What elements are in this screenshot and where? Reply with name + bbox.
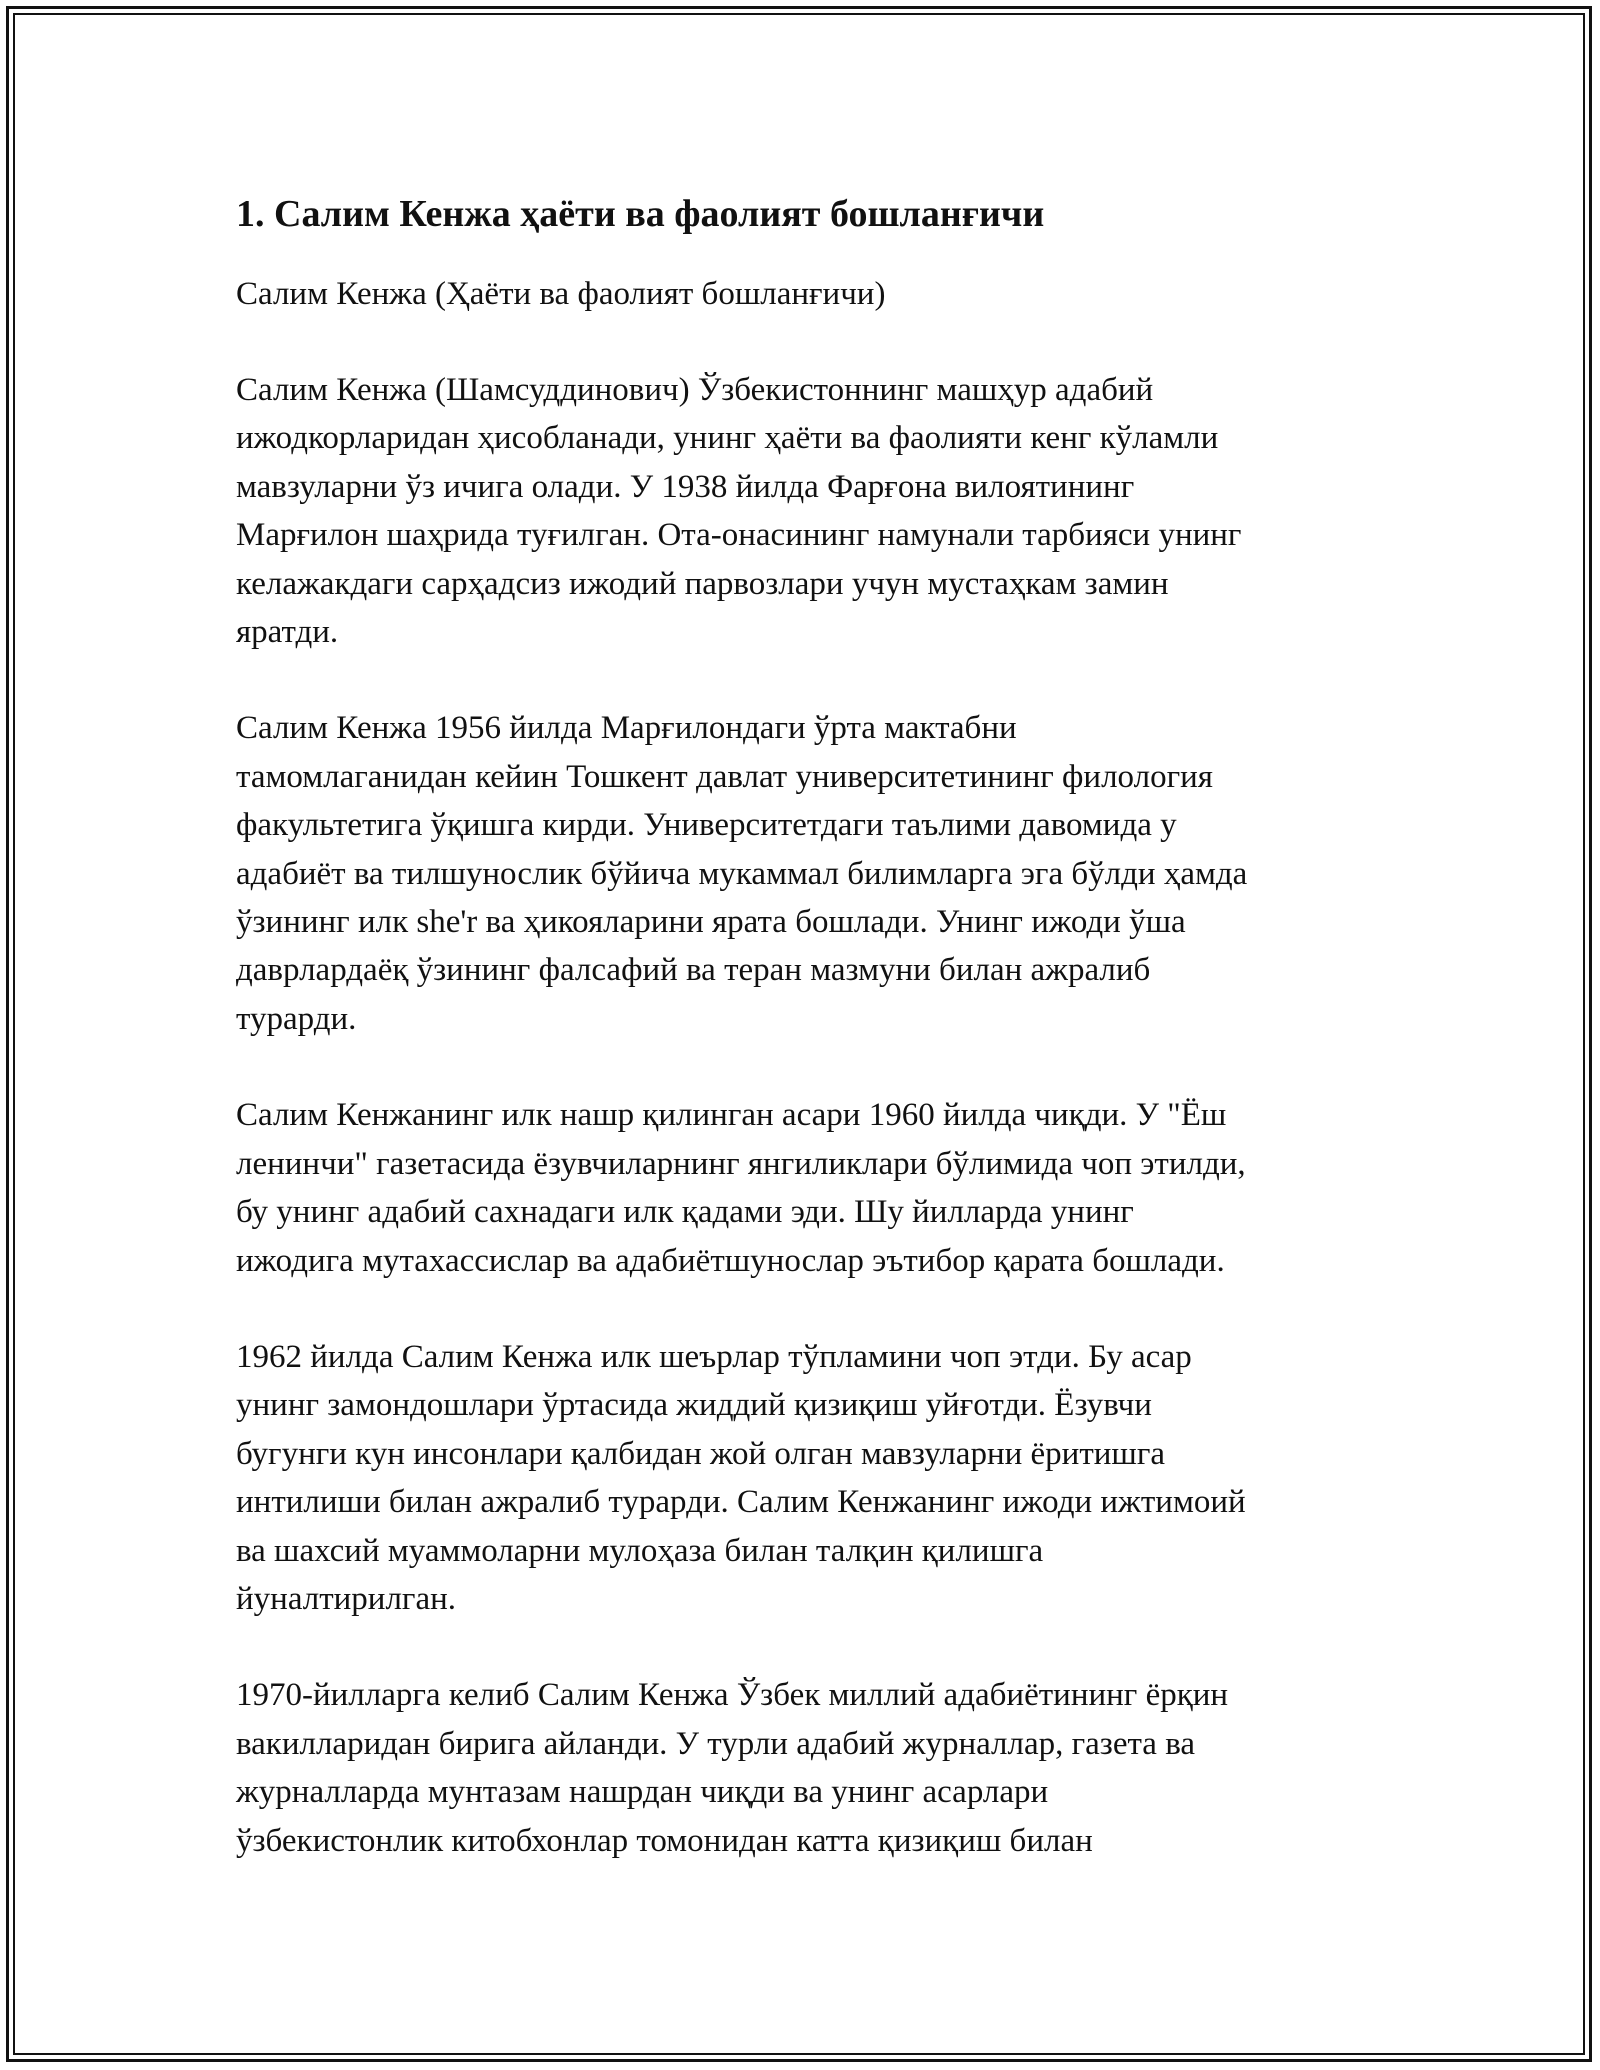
paragraph-line: ижодига мутахассислар ва адабиётшунослар эътибор қарата бошлади. xyxy=(236,1242,1225,1279)
paragraph-line: тамомлаганидан кейин Тошкент давлат университетининг филология xyxy=(236,758,1213,795)
document-body xyxy=(236,186,1386,1913)
document-subtitle: Салим Кенжа (Ҳаёти ва фаолият бошланғичи) xyxy=(236,276,886,312)
paragraph-line: йуналтирилган. xyxy=(236,1580,457,1617)
paragraph-line: интилиши билан ажралиб турарди. Салим Кенжанинг ижоди ижтимоий xyxy=(236,1484,1246,1521)
paragraph-5 xyxy=(236,1671,1386,1865)
section-heading: 1. Салим Кенжа ҳаёти ва фаолият бошланғичи xyxy=(236,193,1045,235)
paragraph-line: журналларда мунтазам нашрдан чиқди ва унинг асарлари xyxy=(236,1774,1049,1811)
paragraph-3 xyxy=(236,1091,1386,1285)
paragraph-line: Салим Кенжа 1956 йилда Марғилондаги ўрта мактабни xyxy=(236,710,1017,747)
paragraph-line: унинг замондошлари ўртасида жиддий қизиқиш уйғотди. Ёзувчи xyxy=(236,1387,1152,1424)
paragraph-line: бугунги кун инсонлари қалбидан жой олган мавзуларни ёритишга xyxy=(236,1435,1165,1472)
paragraph-line: Салим Кенжанинг илк нашр қилинган асари 1960 йилда чиқди. У "Ёш xyxy=(236,1097,1227,1134)
paragraph-line: ижодкорларидан ҳисобланади, унинг ҳаёти ва фаолияти кенг кўламли xyxy=(236,420,1219,457)
paragraph-line: ва шахсий муаммоларни мулоҳаза билан талқин қилишга xyxy=(236,1532,1044,1569)
paragraph-1 xyxy=(236,366,1386,656)
paragraph-line: Марғилон шаҳрида туғилган. Ота-онасининг намунали тарбияси унинг xyxy=(236,517,1242,554)
paragraph-line: бу унинг адабий сахнадаги илк қадами эди. Шу йилларда унинг xyxy=(236,1194,1134,1231)
paragraph-line: даврлардаёқ ўзининг фалсафий ва теран мазмуни билан ажралиб xyxy=(236,952,1151,989)
paragraph-line: вакилларидан бирига айланди. У турли адабий журналлар, газета ва xyxy=(236,1725,1195,1762)
paragraph-line: келажакдаги сарҳадсиз ижодий парвозлари учун мустаҳкам замин xyxy=(236,565,1169,602)
paragraph-4 xyxy=(236,1333,1386,1623)
paragraph-line: адабиёт ва тилшунослик бўйича мукаммал билимларга эга бўлди ҳамда xyxy=(236,855,1248,892)
paragraph-line: яратди. xyxy=(236,614,339,651)
paragraph-line: ўзбекистонлик китобхонлар томонидан катта қизиқиш билан xyxy=(236,1822,1093,1859)
paragraph-line: Салим Кенжа (Шамсуддинович) Ўзбекистоннинг машҳур адабий xyxy=(236,372,1154,408)
paragraph-2 xyxy=(236,704,1386,1043)
paragraph-line: факультетига ўқишга кирди. Университетдаги таълими давомида у xyxy=(236,807,1177,844)
paragraph-line: 1962 йилда Салим Кенжа илк шеърлар тўпламини чоп этди. Бу асар xyxy=(236,1338,1192,1375)
paragraph-line: турарди. xyxy=(236,1000,357,1037)
paragraph-line: ўзининг илк she'r ва ҳикояларини ярата бошлади. Унинг ижоди ўша xyxy=(236,904,1186,941)
paragraph-line: 1970-йилларга келиб Салим Кенжа Ўзбек миллий адабиётининг ёрқин xyxy=(236,1677,1229,1714)
paragraph-line: ленинчи" газетасида ёзувчиларнинг янгиликлари бўлимида чоп этилди, xyxy=(236,1145,1246,1182)
paragraph-line: мавзуларни ўз ичига олади. У 1938 йилда Фарғона вилоятининг xyxy=(236,468,1135,505)
